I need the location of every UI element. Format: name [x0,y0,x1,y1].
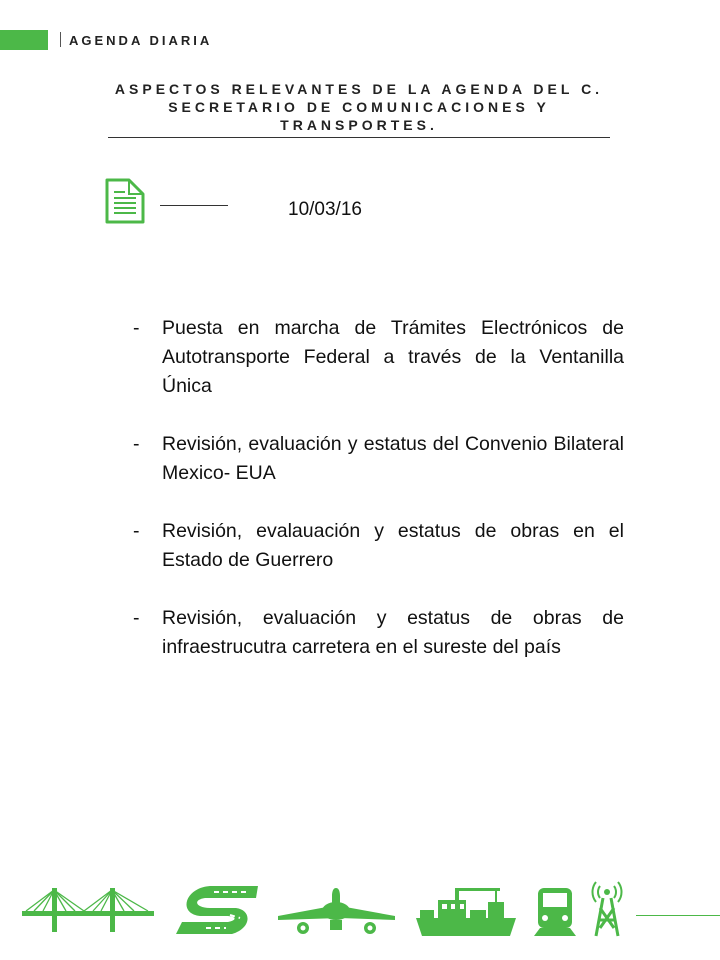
list-item-text: Revisión, evaluación y estatus de obras de infraestrucutra carretera en el sureste del país [162,607,624,658]
header-label: AGENDA DIARIA [69,33,213,48]
bridge-icon [22,888,154,932]
list-bullet: - [133,433,140,455]
road-icon [176,886,258,934]
page-title: ASPECTOS RELEVANTES DE LA AGENDA DEL C. SECRETARIO DE COMUNICACIONES Y TRANSPORTES. [114,81,604,133]
list-item-text: Revisión, evalauación y estatus de obras en el Estado de Guerrero [162,520,624,571]
list-bullet: - [133,520,140,542]
title-divider [108,137,610,138]
list-bullet: - [133,317,140,339]
cargo-ship-icon [416,888,516,936]
footer-divider [636,915,720,916]
document-icon [103,178,147,224]
list-item [133,430,624,488]
list-item [133,604,624,662]
footer-transport-icons [0,878,636,940]
list-item-text: Puesta en marcha de Trámites Electrónicos de Autotransporte Federal a través de la Ventanilla Única [162,317,624,397]
date-divider [160,205,228,206]
list-item [133,517,624,575]
header-accent-bar [0,30,48,50]
antenna-tower-icon [592,882,621,936]
header-separator [60,32,61,47]
train-icon [534,888,576,936]
agenda-date: 10/03/16 [288,199,362,220]
agenda-list [133,314,624,691]
list-item-text: Revisión, evaluación y estatus del Convenio Bilateral Mexico- EUA [162,433,624,484]
list-item [133,314,624,401]
airplane-icon [278,888,395,934]
list-bullet: - [133,607,140,629]
